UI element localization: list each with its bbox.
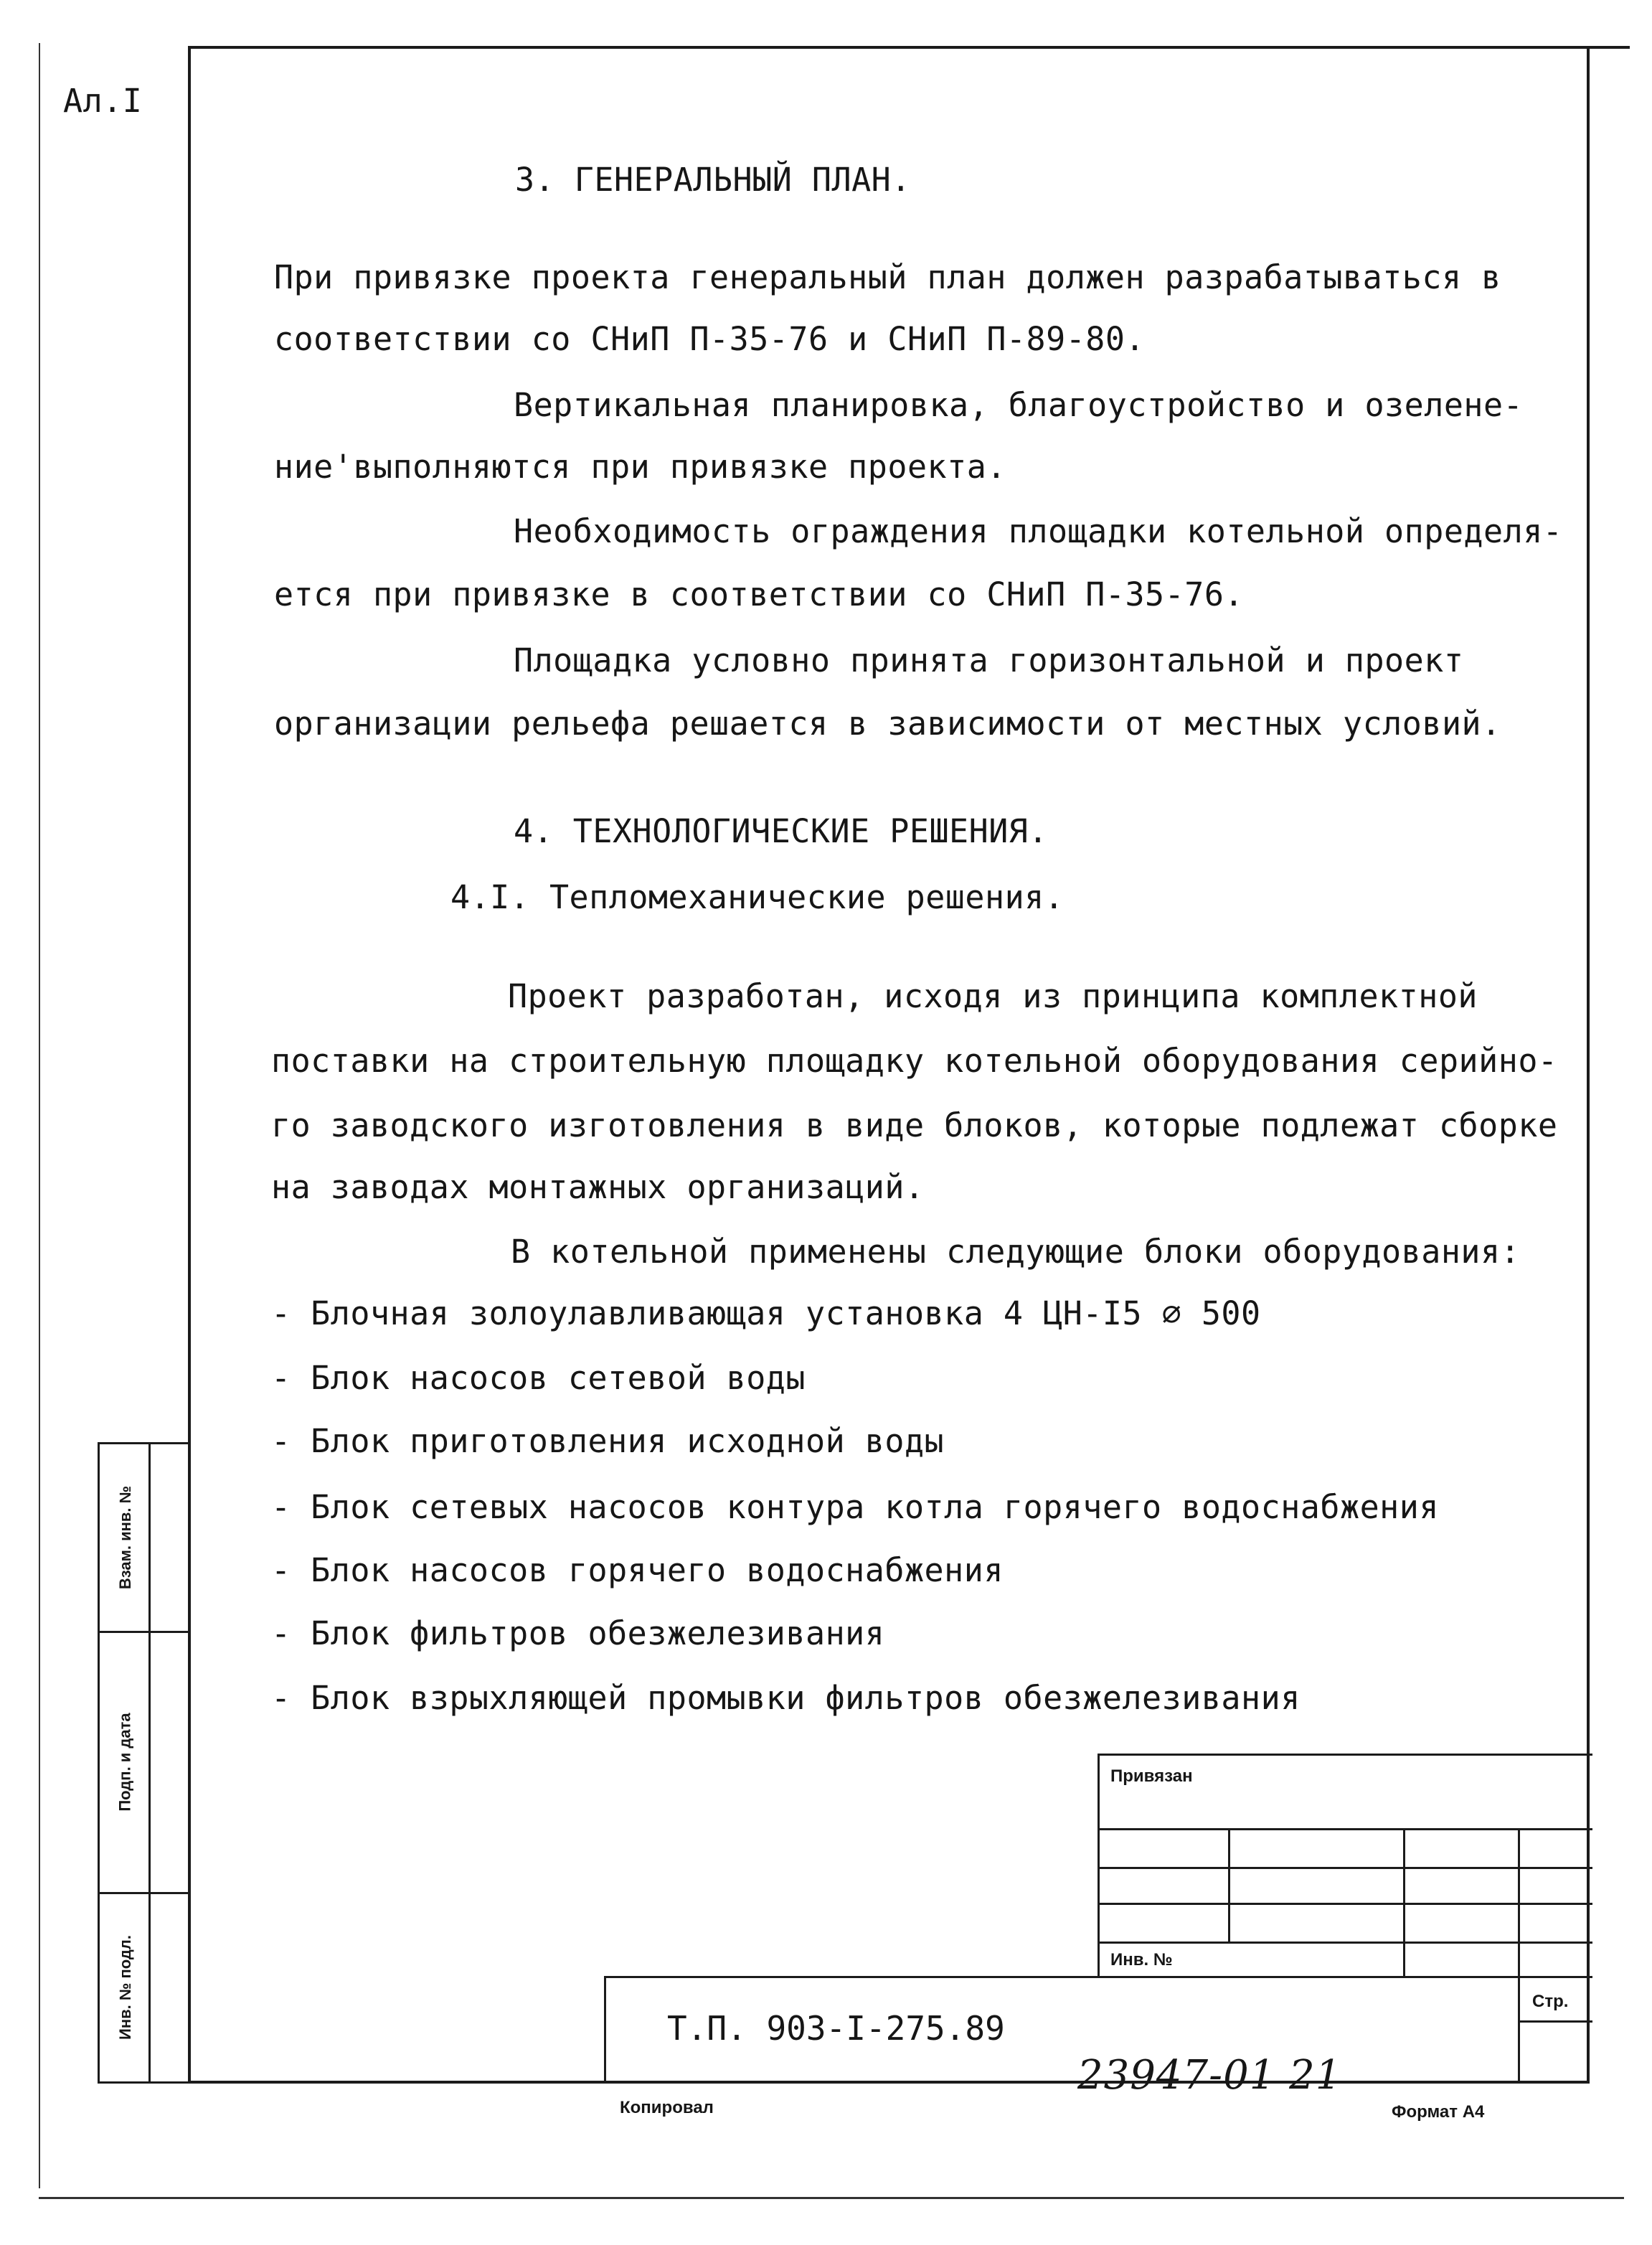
sheet-label: Ал.I [63,82,143,120]
inv-no-label: Инв. № [1110,1950,1173,1969]
stamp-podp-label: Подп. и дата [116,1713,135,1812]
section-4-1-subheading: 4.I. Тепломеханические решения. [450,878,1065,916]
paragraph-line: При привязке проекта генеральный план должен разрабатываться в [274,258,1501,296]
paragraph-line: на заводах монтажных организаций. [271,1168,925,1206]
kopiroval-label: Копировал [620,2098,714,2117]
frame-corner-mark [1590,46,1630,49]
page-edge-rule [39,43,40,2188]
paragraph-line: ется при привязке в соответствии со СНиП П-35-76. [274,575,1245,613]
paragraph-line: го заводского изготовления в виде блоков, которые подлежат сборке [271,1106,1558,1144]
list-item: - Блок сетевых насосов контура котла горячего водоснабжения [271,1488,1439,1526]
list-item: - Блочная золоулавливающая установка 4 ЦН-I5 ⌀ 500 [271,1294,1261,1332]
list-item: - Блок насосов сетевой воды [271,1359,806,1397]
document-code: Т.П. 903-I-275.89 [667,2009,1005,2048]
section-3-heading: 3. ГЕНЕРАЛЬНЫЙ ПЛАН. [515,161,911,199]
page-label: Стр. [1532,1992,1569,2011]
format-label: Формат А4 [1392,2102,1485,2122]
list-item: - Блок насосов горячего водоснабжения [271,1551,1004,1589]
paragraph-line: организации рельефа решается в зависимости от местных условий. [274,705,1501,743]
archive-number: 23947-01 21 [1077,2052,1342,2099]
list-item: - Блок фильтров обезжелезивания [271,1614,885,1652]
stamp-inv-podl-label: Инв. № подл. [116,1935,135,2040]
paragraph-line: Площадка условно принята горизонтальной и проект [514,641,1464,679]
stamp-vzam-label: Взам. инв. № [116,1485,135,1590]
paragraph-line: Необходимость ограждения площадки котельной определя- [514,512,1563,550]
list-item: - Блок приготовления исходной воды [271,1422,945,1460]
page-bottom-rule [39,2197,1624,2199]
section-4-heading: 4. ТЕХНОЛОГИЧЕСКИЕ РЕШЕНИЯ. [514,812,1048,850]
paragraph-line: поставки на строительную площадку котельной оборудования серийно- [271,1042,1558,1080]
privyazan-label: Привязан [1110,1766,1193,1786]
margin-stamp [98,1442,188,2084]
paragraph-line: Проект разработан, исходя из принципа комплектной [508,977,1478,1015]
paragraph-line: соответствии со СНиП П-35-76 и СНиП П-89-80. [274,320,1146,358]
paragraph-line: ние'выполняются при привязке проекта. [274,448,1006,486]
paragraph-line: В котельной применены следующие блоки оборудования: [511,1233,1521,1271]
list-item: - Блок взрыхляющей промывки фильтров обезжелезивания [271,1679,1301,1717]
paragraph-line: Вертикальная планировка, благоустройство и озелене- [514,386,1524,424]
